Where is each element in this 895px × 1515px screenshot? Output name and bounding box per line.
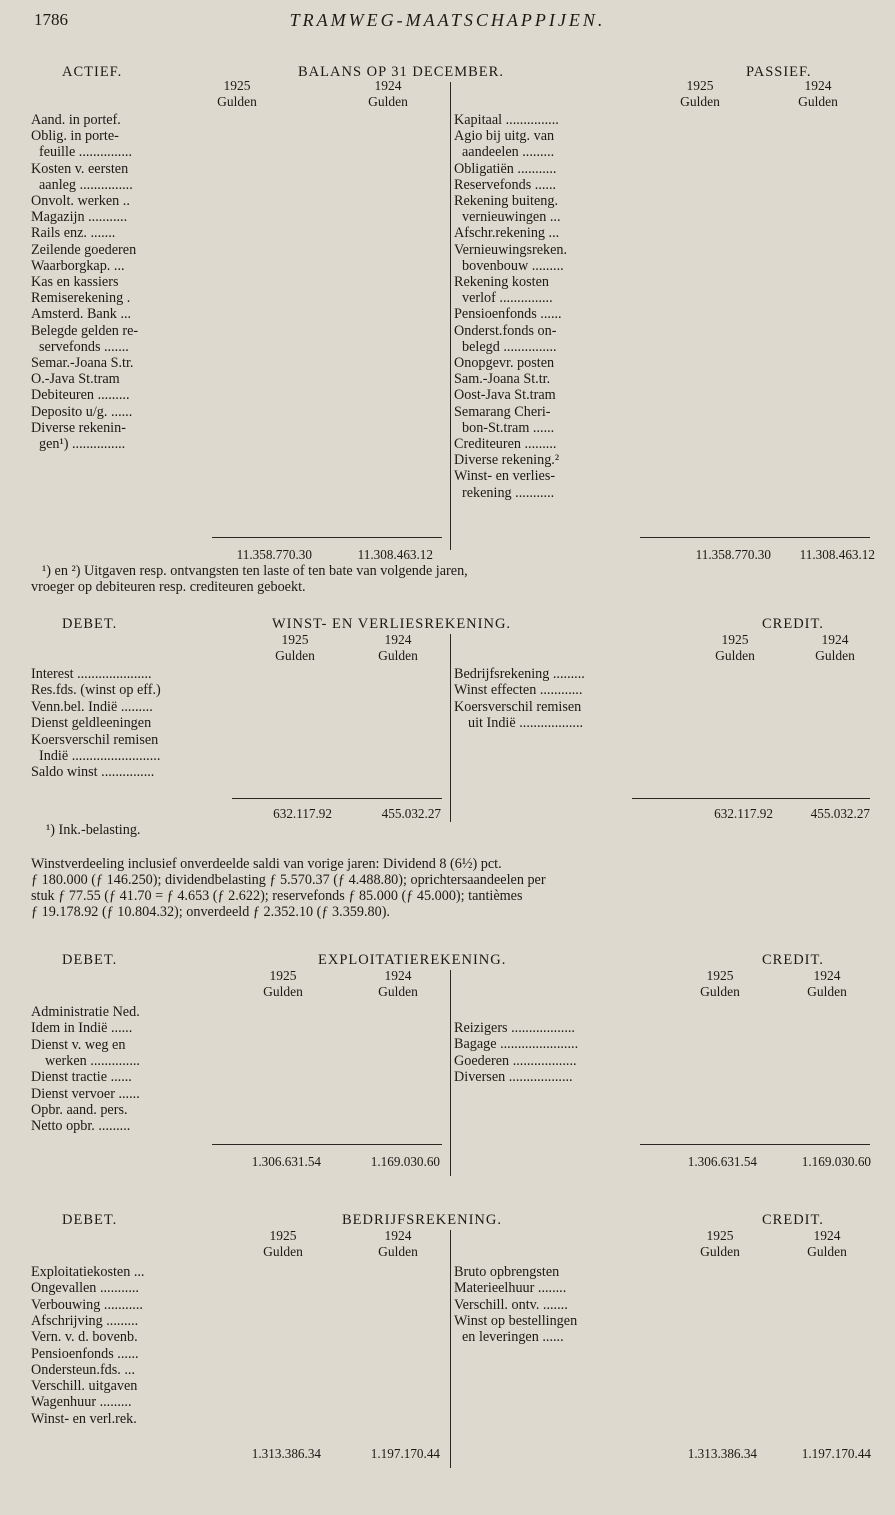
row-label: O.-Java St.tram <box>31 371 120 388</box>
row-label: Venn.bel. Indië ......... <box>31 698 153 715</box>
page-number: 1786 <box>34 10 68 29</box>
year-1924: 1924 <box>821 632 849 647</box>
unit-gulden: Gulden <box>715 648 755 663</box>
unit-gulden: Gulden <box>798 94 838 109</box>
row-label: Kapitaal ............... <box>454 112 559 128</box>
row-label: Wagenhuur ......... <box>31 1394 132 1411</box>
year-1924: 1924 <box>813 1228 841 1243</box>
row-label-continued: uit Indië .................. <box>468 715 584 732</box>
row-label-continued: rekening ........... <box>462 484 555 501</box>
row-label-continued: bovenbouw ......... <box>462 257 564 274</box>
row-label-continued: en leveringen ...... <box>462 1329 564 1346</box>
row-label: Idem in Indië ...... <box>31 1020 133 1037</box>
row-label: Dienst vervoer ...... <box>31 1085 140 1102</box>
row-label: Dienst v. weg en <box>31 1036 126 1053</box>
unit-gulden: Gulden <box>807 984 847 999</box>
row-label: Magazijn ........... <box>31 209 128 226</box>
business-account <box>0 1208 895 1488</box>
debet-label: DEBET. <box>62 952 118 968</box>
unit-gulden: Gulden <box>263 1244 303 1259</box>
unit-gulden: Gulden <box>700 984 740 999</box>
running-header <box>0 6 895 32</box>
row-label: Verschill. uitgaven <box>31 1378 138 1395</box>
row-label: Netto opbr. ......... <box>31 1118 131 1135</box>
row-label: Bagage ...................... <box>454 1036 579 1053</box>
row-label: Vern. v. d. bovenb. <box>31 1329 138 1346</box>
row-label: Semar.-Joana S.tr. <box>31 355 134 371</box>
row-label: Winst op bestellingen <box>454 1312 578 1329</box>
row-label: Waarborgkap. ... <box>31 257 125 274</box>
balance-title: BALANS OP 31 DECEMBER. <box>298 64 504 80</box>
distribution-line: ƒ 180.000 (ƒ 146.250); dividendbelasting ƒ 5.570.37 (ƒ 4.488.80); oprichtersaandeelen per <box>31 872 546 888</box>
row-label: Bedrijfsrekening ......... <box>454 666 585 682</box>
row-label: Reizigers .................. <box>454 1020 575 1036</box>
row-label: Pensioenfonds ...... <box>31 1345 139 1362</box>
profit-distribution <box>31 856 871 920</box>
total-rule <box>640 537 870 538</box>
row-label: Dienst geldleeningen <box>31 715 152 732</box>
row-label: Opbr. aand. pers. <box>31 1101 128 1118</box>
year-1925: 1925 <box>269 1228 297 1243</box>
row-label: Sam.-Joana St.tr. <box>454 371 551 388</box>
row-label: Semarang Cheri- <box>454 403 551 420</box>
year-1925: 1925 <box>706 1228 734 1243</box>
row-label: Verschill. ontv. ....... <box>454 1296 568 1313</box>
total-rule <box>212 1144 442 1145</box>
year-1925: 1925 <box>686 78 714 93</box>
row-label-continued: werken .............. <box>45 1052 140 1069</box>
year-1925: 1925 <box>721 632 749 647</box>
row-label: Diverse rekenin- <box>31 419 126 436</box>
row-label: Obligatiën ........... <box>454 160 557 177</box>
year-1925: 1925 <box>269 968 297 983</box>
total-1924: 11.308.463.12 <box>357 547 433 562</box>
year-1925: 1925 <box>706 968 734 983</box>
business-account-title: BEDRIJFSREKENING. <box>342 1212 502 1228</box>
operating-account-title: EXPLOITATIEREKENING. <box>318 952 507 968</box>
total-1925: 1.306.631.54 <box>251 1154 321 1169</box>
row-label: Bruto opbrengsten <box>454 1264 560 1280</box>
row-label: Belegde gelden re- <box>31 322 139 339</box>
total-rule <box>232 798 442 799</box>
row-label-continued: bon-St.tram ...... <box>462 419 555 436</box>
row-label: Onvolt. werken .. <box>31 193 130 209</box>
balance-footnote: ¹) en ²) Uitgaven resp. ontvangsten ten laste of ten bate van volgende jaren, <box>42 563 468 579</box>
total-rule <box>632 798 870 799</box>
year-1924: 1924 <box>374 78 402 93</box>
row-label: Res.fds. (winst op eff.) <box>31 682 161 699</box>
total-1925: 11.358.770.30 <box>695 547 771 562</box>
row-label-continued: verlof ............... <box>462 290 553 307</box>
row-label: Deposito u/g. ...... <box>31 403 133 420</box>
total-1924: 11.308.463.12 <box>799 547 875 562</box>
debet-label: DEBET. <box>62 1212 118 1228</box>
year-1925: 1925 <box>223 78 251 93</box>
row-label-continued: gen¹) ............... <box>39 436 126 452</box>
distribution-line: Winstverdeeling inclusief onverdeelde saldi van vorige jaren: Dividend 8 (6½) pct. <box>31 856 502 872</box>
total-1924: 1.169.030.60 <box>370 1154 440 1169</box>
operating-account <box>0 948 895 1188</box>
row-label: Aand. in portef. <box>31 112 121 128</box>
unit-gulden: Gulden <box>368 94 408 109</box>
row-label: Kosten v. eersten <box>31 160 129 177</box>
year-1924: 1924 <box>384 968 412 983</box>
row-label: Dienst tractie ...... <box>31 1069 132 1086</box>
row-label: Oblig. in porte- <box>31 128 119 145</box>
total-1925: 1.306.631.54 <box>687 1154 757 1169</box>
row-label: Afschr.rekening ... <box>454 225 560 242</box>
total-1924: 1.169.030.60 <box>801 1154 871 1169</box>
unit-gulden: Gulden <box>807 1244 847 1259</box>
unit-gulden: Gulden <box>680 94 720 109</box>
row-label: Ongevallen ........... <box>31 1280 139 1297</box>
row-label: Winst effecten ............ <box>454 682 583 699</box>
actief-label: ACTIEF. <box>62 64 123 80</box>
unit-gulden: Gulden <box>275 648 315 663</box>
passief-label: PASSIEF. <box>746 64 812 80</box>
year-1924: 1924 <box>813 968 841 983</box>
row-label-continued: feuille ............... <box>39 144 132 161</box>
row-label: Diversen .................. <box>454 1068 573 1085</box>
debet-label: DEBET. <box>62 616 118 632</box>
row-label: Kas en kassiers <box>31 274 119 290</box>
row-label: Winst- en verl.rek. <box>31 1410 137 1427</box>
row-label: Materieelhuur ........ <box>454 1280 567 1297</box>
row-label: Winst- en verlies- <box>454 468 556 485</box>
year-1924: 1924 <box>804 78 832 93</box>
row-label-continued: servefonds ....... <box>39 338 129 355</box>
unit-gulden: Gulden <box>378 984 418 999</box>
unit-gulden: Gulden <box>815 648 855 663</box>
unit-gulden: Gulden <box>378 1244 418 1259</box>
year-1925: 1925 <box>281 632 309 647</box>
row-label: Onderst.fonds on- <box>454 322 557 339</box>
row-label: Debiteuren ......... <box>31 387 130 404</box>
total-1924: 1.197.170.44 <box>801 1446 871 1461</box>
year-1924: 1924 <box>384 632 412 647</box>
unit-gulden: Gulden <box>378 648 418 663</box>
profit-loss-footnote: ¹) Ink.-belasting. <box>46 822 141 838</box>
running-title: TRAMWEG-MAATSCHAPPIJEN. <box>289 10 606 30</box>
profit-loss-account <box>0 612 895 932</box>
total-1925: 11.358.770.30 <box>236 547 312 562</box>
row-label-continued: aandeelen ......... <box>462 144 555 161</box>
row-label: Oost-Java St.tram <box>454 387 556 404</box>
total-1925: 632.117.92 <box>273 806 332 821</box>
column-divider <box>450 970 451 1176</box>
row-label: Rekening buiteng. <box>454 193 559 209</box>
year-1924: 1924 <box>384 1228 412 1243</box>
balance-footnote: vroeger op debiteuren resp. crediteuren geboekt. <box>31 579 306 595</box>
row-label: Diverse rekening.² <box>454 452 560 469</box>
row-label-continued: vernieuwingen ... <box>462 209 561 226</box>
credit-label: CREDIT. <box>762 616 824 632</box>
row-label: Reservefonds ...... <box>454 176 557 193</box>
row-label: Amsterd. Bank ... <box>31 306 132 323</box>
row-label: Administratie Ned. <box>31 1004 140 1020</box>
column-divider <box>450 634 451 822</box>
credit-label: CREDIT. <box>762 1212 824 1228</box>
row-label: Afschrijving ......... <box>31 1312 139 1329</box>
total-1925: 1.313.386.34 <box>687 1446 757 1461</box>
unit-gulden: Gulden <box>217 94 257 109</box>
row-label: Koersverschil remisen <box>31 731 159 748</box>
row-label: Exploitatiekosten ... <box>31 1264 145 1280</box>
total-rule <box>640 1144 870 1145</box>
row-label: Zeilende goederen <box>31 241 137 258</box>
row-label: Crediteuren ......... <box>454 436 557 452</box>
row-label: Remiserekening . <box>31 290 131 307</box>
row-label: Rails enz. ....... <box>31 225 116 242</box>
total-1925: 632.117.92 <box>714 806 773 821</box>
row-label: Saldo winst ............... <box>31 764 155 781</box>
profit-loss-title: WINST- EN VERLIESREKENING. <box>272 616 512 632</box>
row-label: Vernieuwingsreken. <box>454 241 568 258</box>
row-label: Ondersteun.fds. ... <box>31 1361 136 1378</box>
row-label-continued: Indië ......................... <box>39 748 161 764</box>
row-label: Rekening kosten <box>454 274 549 290</box>
total-rule <box>212 537 442 538</box>
column-divider <box>450 1230 451 1468</box>
total-1924: 455.032.27 <box>810 806 870 821</box>
distribution-line: ƒ 19.178.92 (ƒ 10.804.32); onverdeeld ƒ 2.352.10 (ƒ 3.359.80). <box>31 904 390 920</box>
row-label: Agio bij uitg. van <box>454 128 555 145</box>
row-label: Interest ..................... <box>31 666 152 682</box>
total-1924: 1.197.170.44 <box>370 1446 440 1461</box>
row-label: Pensioenfonds ...... <box>454 306 562 323</box>
unit-gulden: Gulden <box>263 984 303 999</box>
balance-sheet <box>0 60 895 595</box>
row-label: Verbouwing ........... <box>31 1296 143 1313</box>
total-1924: 455.032.27 <box>381 806 441 821</box>
row-label: Goederen .................. <box>454 1052 577 1069</box>
total-1925: 1.313.386.34 <box>251 1446 321 1461</box>
row-label: Koersverschil remisen <box>454 698 582 715</box>
credit-label: CREDIT. <box>762 952 824 968</box>
unit-gulden: Gulden <box>700 1244 740 1259</box>
row-label: Onopgevr. posten <box>454 355 555 371</box>
distribution-line: stuk ƒ 77.55 (ƒ 41.70 = ƒ 4.653 (ƒ 2.622); reservefonds ƒ 85.000 (ƒ 45.000); tantièmes <box>31 888 523 904</box>
column-divider <box>450 82 451 550</box>
row-label-continued: belegd ............... <box>462 338 557 355</box>
row-label-continued: aanleg ............... <box>39 176 133 193</box>
